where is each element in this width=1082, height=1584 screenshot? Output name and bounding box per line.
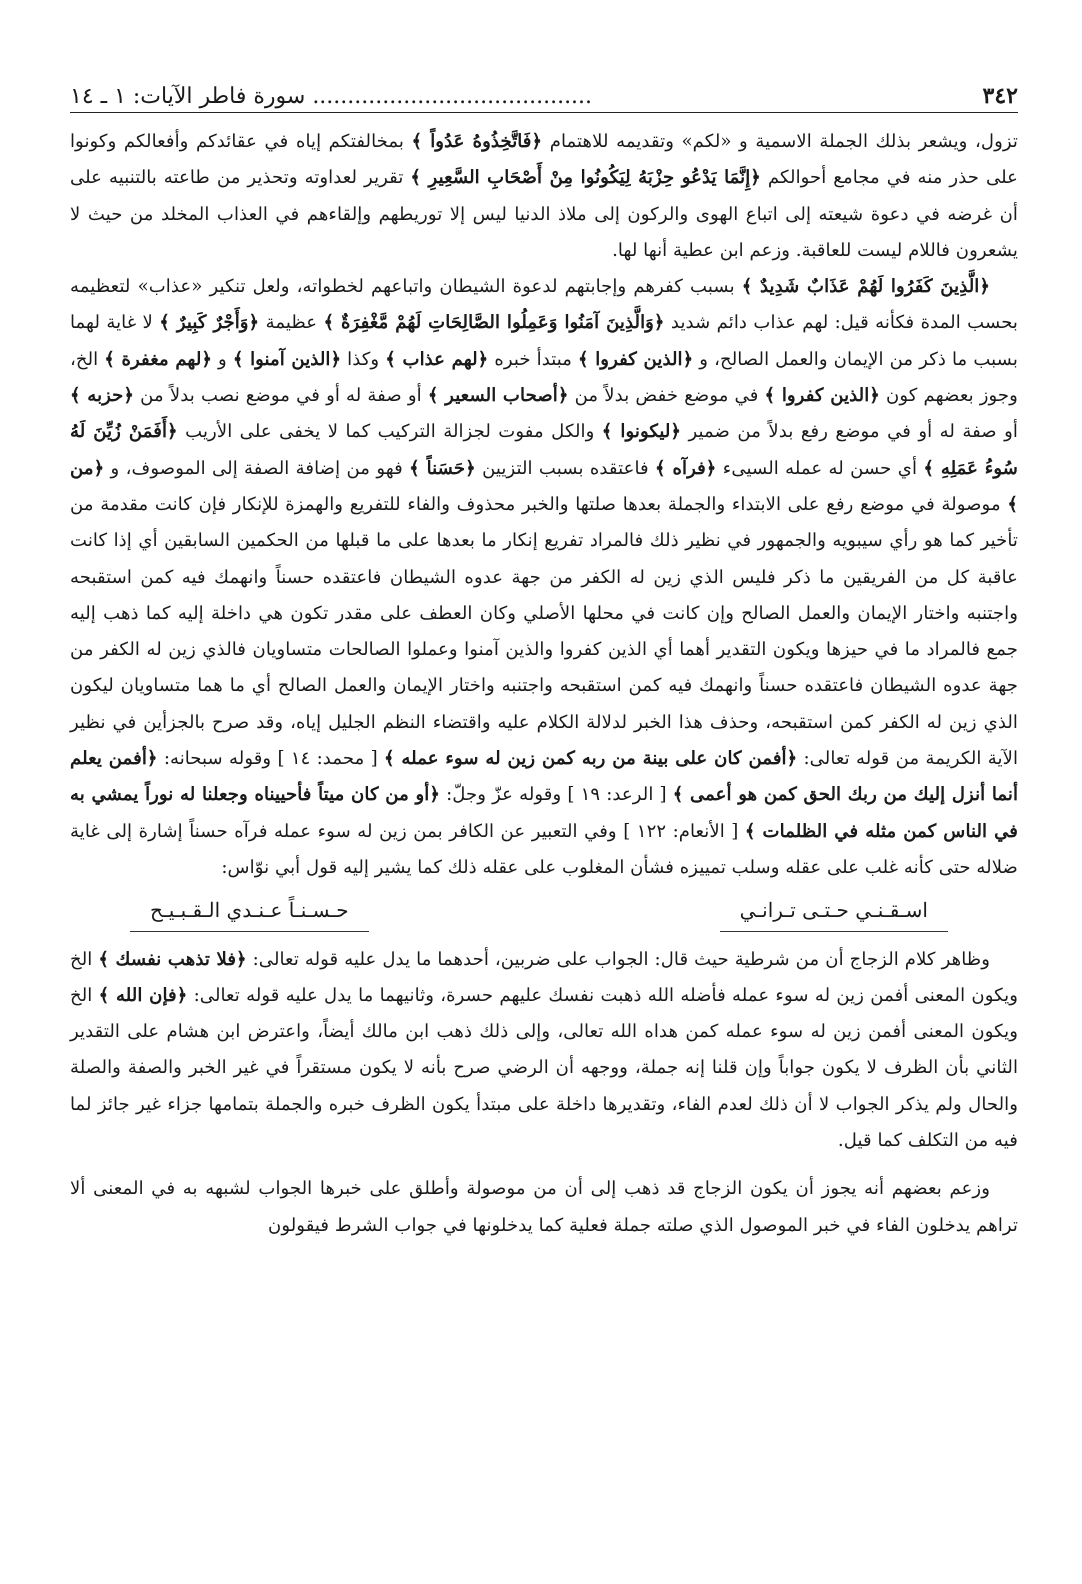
quran-quote: ﴿أصحاب السعير ﴾ — [427, 385, 569, 407]
commentary-text: الخ، وجوز بعضهم كون — [70, 348, 1018, 407]
quran-quote: ﴿الذين كفروا ﴾ — [578, 348, 694, 370]
poem-verse — [70, 892, 1018, 931]
commentary-text: بسبب كفرهم وإجابتهم لدعوة الشيطان واتباعهم لخطواته، ولعل تنكير «عذاب» لتعظيمه بحسب المدة فكأنه قيل: لهم عذاب دائم شديد — [70, 276, 1018, 334]
verse-hemistich-2: حـسـنـاً عـنـدي الـقـبـيـح — [130, 892, 369, 931]
quran-quote: ﴿وَالَّذِينَ آمَنُوا وَعَمِلُوا الصَّالِحَاتِ لَهُمْ مَّغْفِرَةٌ ﴾ — [323, 312, 665, 334]
commentary-text: وزعم بعضهم أنه يجوز أن يكون الزجاج قد ذهب إلى أن من موصولة وأطلق على خبرها الجواب لشبهه به في المعنى ألا تراهم يدخلون الفاء في خبر الموصول الذي صلته جملة فعلية كما يدخلونها في جواب الشرط فيقولون — [70, 1178, 1018, 1236]
quran-quote: ﴿ليكونوا ﴾ — [601, 421, 682, 443]
commentary-text: أي حسن له عمله السيىء — [716, 457, 924, 479]
commentary-text: أو صفة له أو في موضع رفع بدلاً من ضمير — [681, 421, 1018, 443]
quran-quote: ﴿من ﴾ — [70, 457, 1018, 515]
quran-quote: ﴿أَفَمَنْ زُيِّنَ لَهُ سُوءُ عَمَلِهِ ﴾ — [70, 421, 1018, 479]
commentary-text: أو صفة له أو في موضع نصب بدلاً من — [134, 385, 428, 407]
paragraph-p2 — [70, 269, 1018, 886]
paragraphs-after-verse — [70, 942, 1018, 1244]
quran-quote: ﴿لهم مغفرة ﴾ — [104, 348, 213, 370]
commentary-text: مبتدأ خبره — [488, 348, 578, 370]
quran-quote: ﴿أفمن كان على بينة من ربه كمن زين له سوء عمله ﴾ — [383, 748, 798, 770]
commentary-text: لا غاية لهما بسبب ما ذكر من الإيمان والعمل الصالح، و — [70, 312, 1018, 370]
quran-quote: ﴿الَّذِينَ كَفَرُوا لَهُمْ عَذَابٌ شَدِيدٌ ﴾ — [741, 276, 990, 298]
running-title — [70, 84, 592, 112]
quran-quote: ﴿أو من كان ميتاً فأحييناه وجعلنا له نوراً يمشي به في الناس كمن مثله في الظلمات ﴾ — [70, 784, 1018, 842]
verse-hemistich-1: اسـقـنـي حـتـى تـرانـي — [720, 892, 948, 931]
commentary-text: فاعتقده بسبب التزيين — [475, 457, 655, 479]
header-dots: ........................................ — [312, 84, 593, 109]
quran-quote: ﴿الذين كفروا ﴾ — [764, 385, 880, 407]
paragraph-p3 — [70, 942, 1018, 1160]
quran-quote: ﴿إِنَّمَا يَدْعُو حِزْبَهُ لِيَكُونُوا مِنْ أَصْحَابِ السَّعِيرِ ﴾ — [410, 167, 761, 189]
page-number: ٣٤٢ — [982, 83, 1018, 109]
quran-quote: ﴿أفمن يعلم أنما أنزل إليك من ربك الحق كمن هو أعمى ﴾ — [70, 748, 1019, 806]
paragraph-gap — [70, 1159, 1018, 1171]
commentary-text: وظاهر كلام الزجاج أن من شرطية حيث قال: الجواب على ضربين، أحدهما ما يدل عليه قوله تعالى: — [246, 948, 990, 970]
page-body — [70, 124, 1018, 1244]
commentary-text: الخ ويكون المعنى أفمن زين له سوء عمله كمن هداه الله تعالى، وإلى ذلك ذهب ابن مالك أيضاً، واعترض ابن هشام على التقدير الثاني بأن الظرف لا يكون جواباً وإن قلنا إنه جملة، ووجهه أن الرضي صرح بأنه لا يكون مستقراً في غير الخبر والصفة والصلة والحال ولم يذكر الجواب لا أن ذلك لعدم الفاء، وتقديرها داخلة على مبتدأ يكون الظرف خبره والجملة بتمامها جزاء غير جائز لما فيه من التكلف كما قيل. — [70, 984, 1018, 1152]
commentary-text: موصولة في موضع رفع على الابتداء والجملة بعدها صلتها والخبر محذوف والفاء للتفريع والهمزة للإنكار فإن كانت مقدمة من تأخير كما هو رأي سيبويه والجمهور في نظير ذلك فالمراد تفريع إنكار ما بعدها على ما قبلها من الحكمين السابقين أي إذا كانت عاقبة كل من الفريقين ما ذكر فليس الذي زين له الكفر من جهة عدوه الشيطان فاعتقده حسناً وانهمك فيه كمن استقبحه واجتنبه واختار الإيمان والعمل الصالح وإن كانت في محلها الأصلي وكان العطف على مقدر تكون هي داخلة إليه كما ذهب إليه جمع فالمراد ما في حيزها ويكون التقدير أهما أي الذين كفروا والذين آمنوا وعملوا الصالحات متساويان فالذي زين له الكفر من جهة عدوه الشيطان فاعتقده حسناً وانهمك فيه كمن استقبحه واجتنبه واختار الإيمان والعمل الصالح أي ما هما متساويان ليكون الذي زين له الكفر كمن استقبحه، وحذف هذا الخبر لدلالة الكلام عليه واقتضاء النظم الجليل إياه، وقد صرح بالجزأين في نظير الآية الكريمة من قوله تعالى: — [70, 493, 1018, 770]
commentary-text: الخ ويكون المعنى أفمن زين له سوء عمله فأضله الله ذهبت نفسك عليهم حسرة، وثانيهما ما يدل عليه قوله تعالى: — [70, 948, 1018, 1006]
commentary-text: عظيمة — [259, 312, 324, 334]
commentary-text: وكذا — [341, 348, 386, 370]
quran-quote: ﴿فَاتَّخِذُوهُ عَدُواً ﴾ — [411, 131, 543, 152]
commentary-text: و — [212, 348, 233, 370]
quran-quote: ﴿حَسَناً ﴾ — [409, 457, 476, 479]
quran-quote: ﴿وَأَجْرٌ كَبِيرٌ ﴾ — [159, 312, 260, 334]
commentary-text: تقرير لعداوته وتحذير من طاعته بالتنبيه على أن غرضه في دعوة شيعته إلى اتباع الهوى والركون إلى ملاذ الدنيا ليس إلا توريطهم وإلقاءهم في العذاب المخلد من حيث لا يشعرون فاللام ليست للعاقبة. وزعم ابن عطية أنها لها. — [70, 167, 1018, 261]
commentary-text: بمخالفتكم إياه في عقائدكم وأفعالكم وكونوا على حذر منه في مجامع أحوالكم — [70, 131, 1018, 189]
quran-quote: ﴿فرآه ﴾ — [654, 457, 717, 479]
commentary-text: تزول، ويشعر بذلك الجملة الاسمية و «لكم» وتقديمه للاهتمام — [542, 131, 1018, 152]
quran-quote: ﴿فلا تذهب نفسك ﴾ — [98, 948, 247, 970]
commentary-text: في موضع خفض بدلاً من — [568, 385, 765, 407]
quran-quote: ﴿لهم عذاب ﴾ — [385, 348, 489, 370]
commentary-text: [ محمد: ١٤ ] وقوله سبحانه: — [157, 748, 384, 770]
commentary-text: [ الأنعام: ١٢٢ ] وفي التعبير عن الكافر بمن زين له سوء عمله فرآه حسناً إشارة إلى غاية ضلاله حتى كأنه غلب على عقله وسلب تمييزه فشأن المغلوب على عقله ذلك كما يشير إليه قول أبي نوّاس: — [70, 820, 1018, 878]
paragraphs-before-verse — [70, 124, 1018, 886]
commentary-text: والكل مفوت لجزالة التركيب كما لا يخفى على الأريب — [177, 421, 602, 443]
quran-quote: ﴿الذين آمنوا ﴾ — [232, 348, 342, 370]
commentary-text: [ الرعد: ١٩ ] وقوله عزّ وجلّ: — [440, 784, 673, 806]
running-header — [70, 76, 1018, 113]
commentary-text: فهو من إضافة الصفة إلى الموصوف، و — [104, 457, 410, 479]
paragraph-p4 — [70, 1171, 1018, 1244]
paragraph-p1 — [70, 124, 1018, 269]
quran-quote: ﴿حزبه ﴾ — [70, 385, 135, 407]
quran-quote: ﴿فإن الله ﴾ — [98, 984, 188, 1006]
surah-title: سورة فاطر الآيات: ١ ـ ١٤ — [70, 84, 306, 109]
